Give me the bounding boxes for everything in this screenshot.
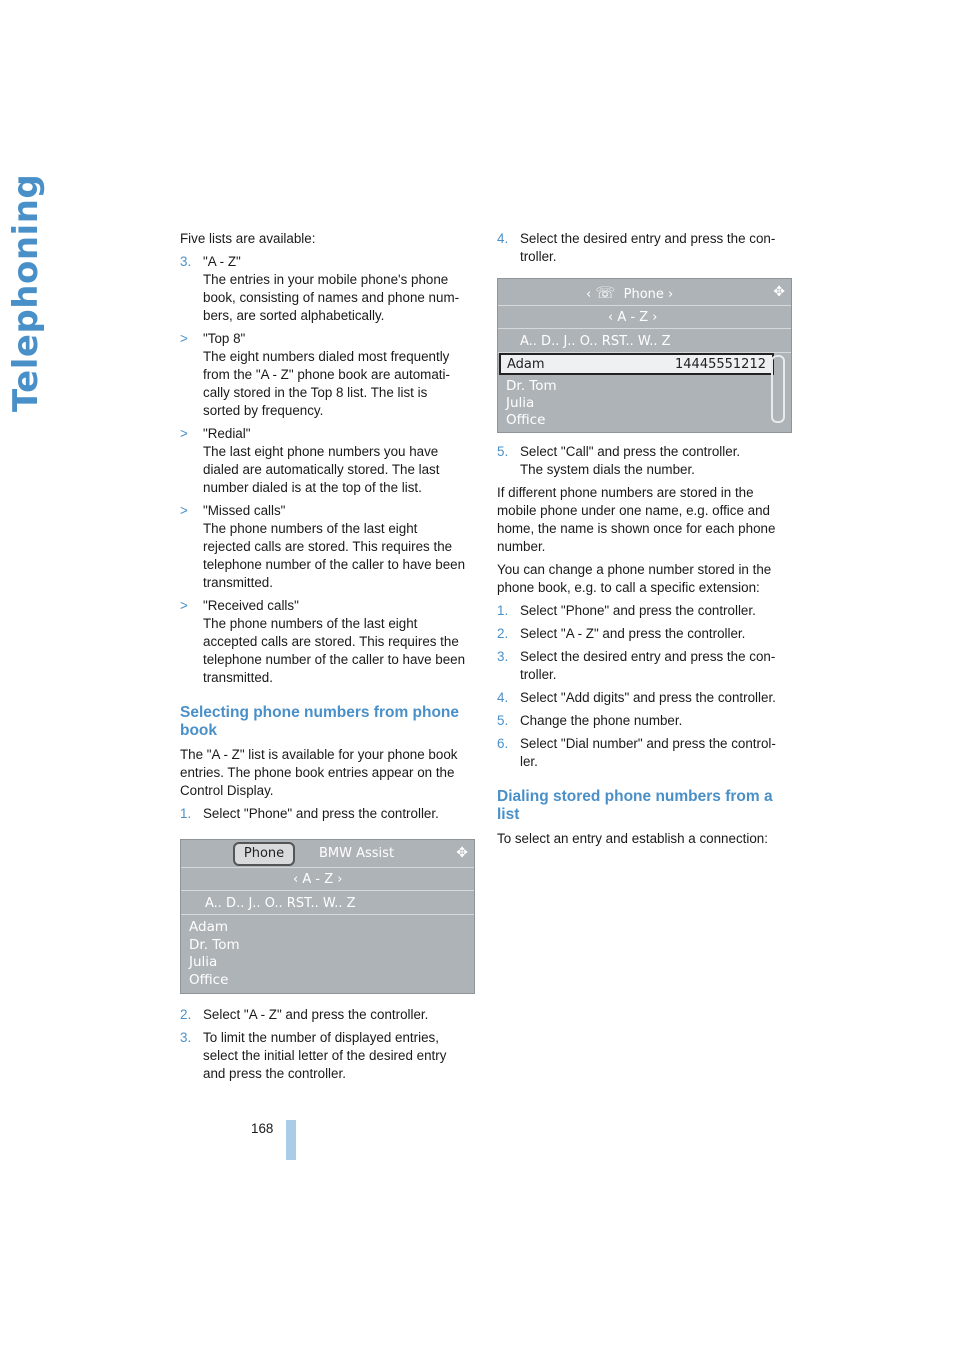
section-heading: Dialing stored phone numbers from a list (497, 788, 773, 823)
right-column (497, 230, 794, 853)
step-item: 4. Select the desired entry and press the con- troller. (497, 231, 776, 264)
step-item: 4. Select "Add digits" and press the controller. (497, 690, 776, 705)
step-item: 5. Change the phone number. (497, 713, 683, 728)
list-item: > "Missed calls" The phone numbers of the last eight rejected calls are stored. This requires the telephone number of the caller to have been transmitted. (180, 503, 466, 590)
paragraph: To select an entry and establish a connection: (497, 831, 768, 846)
letter-filter: A.. D.. J.. O.. RST.. W.. Z (205, 896, 356, 911)
letters-row[interactable] (181, 890, 474, 915)
intro-text: Five lists are available: (180, 231, 316, 246)
scrollbar[interactable] (771, 355, 785, 423)
tab-phone[interactable]: Phone (233, 842, 295, 866)
title-row (498, 279, 791, 306)
phone-book-screen (180, 839, 475, 994)
entry-name: Adam (507, 357, 545, 372)
list-item: 3. "A - Z" The entries in your mobile phone's phone book, consisting of names and phone num- bers, are sorted alphabetically. (180, 254, 460, 323)
page-marker-bar (286, 1120, 296, 1160)
step-item: 1. Select "Phone" and press the controller. (180, 806, 439, 821)
list-item: > "Top 8" The eight numbers dialed most frequently from the "A - Z" phone book are automati- cally stored in the Top 8 list. The list is sorted by frequency. (180, 331, 450, 418)
list-entry[interactable]: Office (506, 412, 546, 428)
list-item: > "Redial" The last eight phone numbers you have dialed are automatically stored. The last number dialed is at the top of the list. (180, 426, 440, 495)
letters-row[interactable] (498, 328, 791, 353)
az-row[interactable] (498, 305, 791, 329)
phone-list-screen (497, 278, 792, 433)
step-item: 5. Select "Call" and press the controller. The system dials the number. (497, 444, 741, 477)
section-heading: Selecting phone numbers from phone book (180, 704, 460, 739)
step-item: 2. Select "A - Z" and press the controller. (180, 1007, 429, 1022)
entry-number: 14445551212 (675, 357, 766, 372)
paragraph: If different phone numbers are stored in the mobile phone under one name, e.g. office and home, the name is shown once for each phone number. (497, 485, 776, 554)
list-entry[interactable]: Dr. Tom (189, 937, 240, 953)
list-entry[interactable]: Adam (189, 919, 228, 935)
step-item: 3. Select the desired entry and press the con- troller. (497, 649, 776, 682)
step-item: 6. Select "Dial number" and press the control- ler. (497, 736, 776, 769)
page-number: 168 (251, 1121, 274, 1136)
az-row[interactable] (181, 867, 474, 891)
letter-filter: A.. D.. J.. O.. RST.. W.. Z (520, 334, 671, 349)
paragraph: The "A - Z" list is available for your phone book entries. The phone book entries appear on the Control Display. (180, 747, 458, 798)
step-item: 1. Select "Phone" and press the controller. (497, 603, 756, 618)
menu-arrows-icon[interactable]: ✥ (773, 284, 785, 300)
left-column (180, 230, 475, 1088)
paragraph: You can change a phone number stored in the phone book, e.g. to call a specific extension: (497, 562, 772, 595)
screen-title: ‹ ☏ Phone › (586, 283, 674, 302)
az-label: ‹ A - Z › (608, 310, 658, 325)
selected-entry[interactable] (499, 353, 774, 375)
tab-row (181, 840, 474, 868)
az-label: ‹ A - Z › (293, 872, 343, 887)
list-entry[interactable]: Julia (506, 395, 535, 411)
step-item: 3. To limit the number of displayed entries, select the initial letter of the desired entry and press the controller. (180, 1030, 447, 1081)
list-entry[interactable]: Dr. Tom (506, 378, 557, 394)
chapter-title: Telephoning (6, 173, 46, 412)
tab-bmw-assist[interactable]: BMW Assist (319, 846, 395, 861)
list-entry[interactable]: Julia (189, 954, 218, 970)
menu-arrows-icon[interactable]: ✥ (456, 845, 468, 861)
step-item: 2. Select "A - Z" and press the controller. (497, 626, 746, 641)
list-entry[interactable]: Office (189, 972, 229, 988)
list-item: > "Received calls" The phone numbers of the last eight accepted calls are stored. This requires the telephone number of the caller to have been transmitted. (180, 598, 466, 685)
handset-icon: ☏ (595, 283, 616, 302)
